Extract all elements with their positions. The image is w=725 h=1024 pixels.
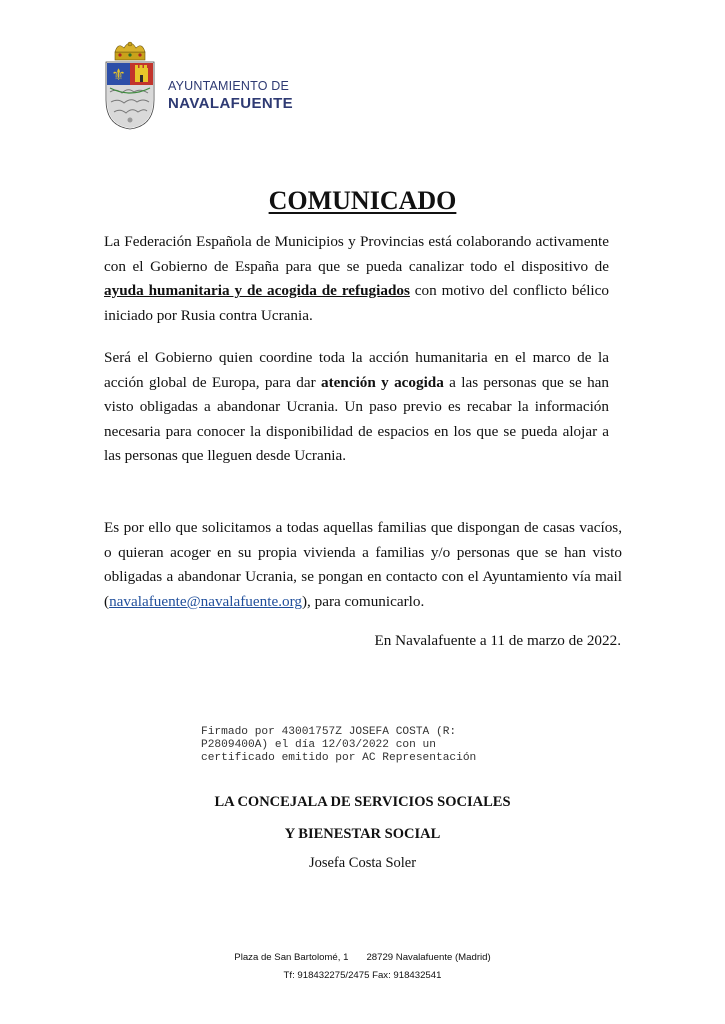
- digital-signature-block: [201, 726, 476, 765]
- paragraph-3-text-c: ), para comunicarlo.: [301, 592, 425, 610]
- footer-postal: 28729 Navalafuente (Madrid): [366, 952, 491, 963]
- signatory-role-line-2: Y BIENESTAR SOCIAL: [284, 826, 441, 842]
- footer-street: Plaza de San Bartolomé, 1: [234, 952, 349, 963]
- document-title: COMUNICADO: [268, 186, 457, 215]
- org-name: NAVALAFUENTE: [168, 95, 294, 112]
- paragraph-1: [104, 230, 609, 328]
- paragraph-2: [104, 346, 609, 469]
- signature-line-2: P2809400A) el día 12/03/2022 con un: [201, 739, 436, 751]
- footer-phone-fax: Tf: 918432275/2475 Fax: 918432541: [283, 970, 442, 981]
- crown-icon: [115, 42, 145, 60]
- email-link[interactable]: navalafuente@navalafuente.org: [109, 592, 302, 610]
- paragraph-3-text-a: Es por ello que solicitamos a todas aquellas familias que dispongan de casas vacíos, o quieran acoger en su propia vivienda a familias y/o personas que se han visto obligadas a abandonar Ucrania, se pongan en contacto con el Ayuntamiento vía mail (: [104, 519, 622, 610]
- paragraph-1-text-a: La Federación Española de Municipios y Provincias está colaborando activamente con el Gobierno de España para que se pueda canalizar todo el dispositivo de: [104, 233, 609, 275]
- footer-address: [0, 952, 725, 963]
- signature-line-3: certificado emitido por AC Representación: [201, 752, 477, 764]
- paragraph-1-emphasis: ayuda humanitaria y de acogida de refugiados: [104, 282, 410, 300]
- signatory-name: Josefa Costa Soler: [308, 855, 417, 871]
- paragraph-3: [104, 516, 622, 614]
- signature-line-1: Firmado por 43001757Z JOSEFA COSTA (R:: [201, 726, 457, 738]
- paragraph-2-text-c: a las personas que se han visto obligadas a abandonar Ucrania. Un paso previo es recabar la información necesaria para conocer la disponibilidad de espacios en los que se pueda alojar a las personas que lleguen desde Ucrania.: [104, 373, 610, 465]
- paragraph-1-text-c: con motivo del conflicto bélico iniciado por Rusia contra Ucrania.: [104, 282, 609, 324]
- date-line: En Navalafuente a 11 de marzo de 2022.: [374, 632, 621, 649]
- org-prefix: AYUNTAMIENTO DE: [168, 79, 290, 93]
- paragraph-2-emphasis: atención y acogida: [321, 373, 444, 391]
- paragraph-2-text-a: Será el Gobierno quien coordine toda la acción humanitaria en el marco de la acción global de Europa, para dar: [104, 349, 609, 391]
- coat-of-arms-icon: [104, 40, 156, 130]
- svg-text:⚜: ⚜: [111, 65, 126, 84]
- signatory-role-line-1: LA CONCEJALA DE SERVICIOS SOCIALES: [214, 794, 511, 810]
- shield-icon: [106, 62, 154, 129]
